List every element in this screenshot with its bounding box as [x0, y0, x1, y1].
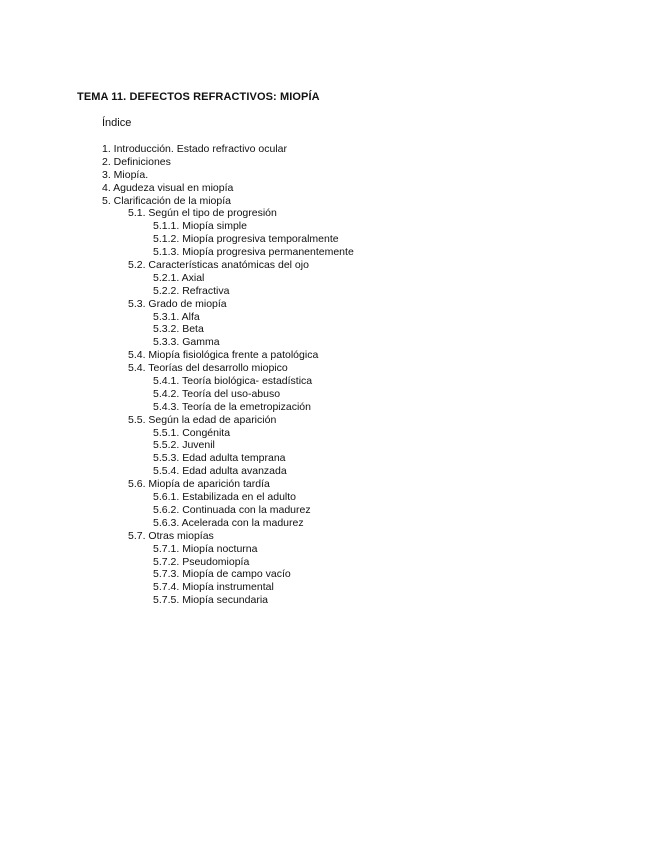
toc-entry-level-3: 5.6.2. Continuada con la madurez	[153, 503, 311, 516]
toc-entry-level-3: 5.5.3. Edad adulta temprana	[153, 452, 286, 465]
toc-entry-level-3: 5.1.1. Miopía simple	[153, 220, 247, 233]
toc-entry-level-3: 5.5.2. Juvenil	[153, 439, 215, 452]
toc-entry-level-3: 5.3.3. Gamma	[153, 336, 220, 349]
toc-entry-level-3: 5.2.2. Refractiva	[153, 284, 230, 297]
toc-entry-level-3: 5.7.5. Miopía secundaria	[153, 594, 268, 607]
toc-entry-level-2: 5.7. Otras miopías	[128, 529, 214, 542]
toc-entry-level-3: 5.5.1. Congénita	[153, 426, 231, 439]
toc-entry-level-3: 5.7.4. Miopía instrumental	[153, 581, 274, 594]
toc-entry-level-3: 5.2.1. Axial	[153, 271, 205, 284]
toc-entry-level-2: 5.5. Según la edad de aparición	[128, 413, 277, 426]
toc-entry-level-3: 5.7.2. Pseudomiopía	[153, 555, 250, 568]
toc-entry-level-3: 5.3.2. Beta	[153, 323, 204, 336]
toc-entry-level-3: 5.1.2. Miopía progresiva temporalmente	[153, 233, 339, 246]
toc-entry-level-2: 5.2. Características anatómicas del ojo	[128, 259, 309, 272]
toc-entry-level-3: 5.6.1. Estabilizada en el adulto	[153, 491, 297, 504]
toc-entry-level-3: 5.4.1. Teoría biológica- estadística	[153, 375, 313, 388]
toc-entry-level-1: 2. Definiciones	[102, 155, 171, 168]
toc-entry-level-2: 5.4. Miopía fisiológica frente a patológica	[128, 349, 319, 362]
toc-entry-level-2: 5.1. Según el tipo de progresión	[128, 207, 277, 220]
toc-entry-level-2: 5.3. Grado de miopía	[128, 297, 227, 310]
toc-entry-level-3: 5.5.4. Edad adulta avanzada	[153, 465, 287, 478]
table-of-contents	[0, 143, 655, 607]
toc-entry-level-1: 4. Agudeza visual en miopía	[102, 181, 234, 194]
toc-entry-level-1: 5. Clarificación de la miopía	[102, 194, 231, 207]
toc-entry-level-3: 5.7.3. Miopía de campo vacío	[153, 568, 291, 581]
toc-entry-level-1: 3. Miopía.	[102, 168, 149, 181]
toc-entry-level-1: 1. Introducción. Estado refractivo ocular	[102, 143, 288, 155]
toc-entry-level-3: 5.3.1. Alfa	[153, 310, 200, 323]
toc-entry-level-3: 5.7.1. Miopía nocturna	[153, 542, 258, 555]
toc-entry-level-2: 5.6. Miopía de aparición tardía	[128, 478, 270, 491]
toc-entry-level-3: 5.6.3. Acelerada con la madurez	[153, 516, 304, 529]
toc-entry-level-3: 5.1.3. Miopía progresiva permanentemente	[153, 246, 354, 259]
toc-entry-level-2: 5.4. Teorías del desarrollo miopico	[128, 362, 288, 375]
toc-entry-level-3: 5.4.3. Teoría de la emetropización	[153, 400, 311, 413]
index-heading: Índice	[102, 117, 132, 129]
toc-entry-level-3: 5.4.2. Teoría del uso-abuso	[153, 387, 281, 400]
document-title: TEMA 11. DEFECTOS REFRACTIVOS: MIOPÍA	[77, 91, 320, 103]
